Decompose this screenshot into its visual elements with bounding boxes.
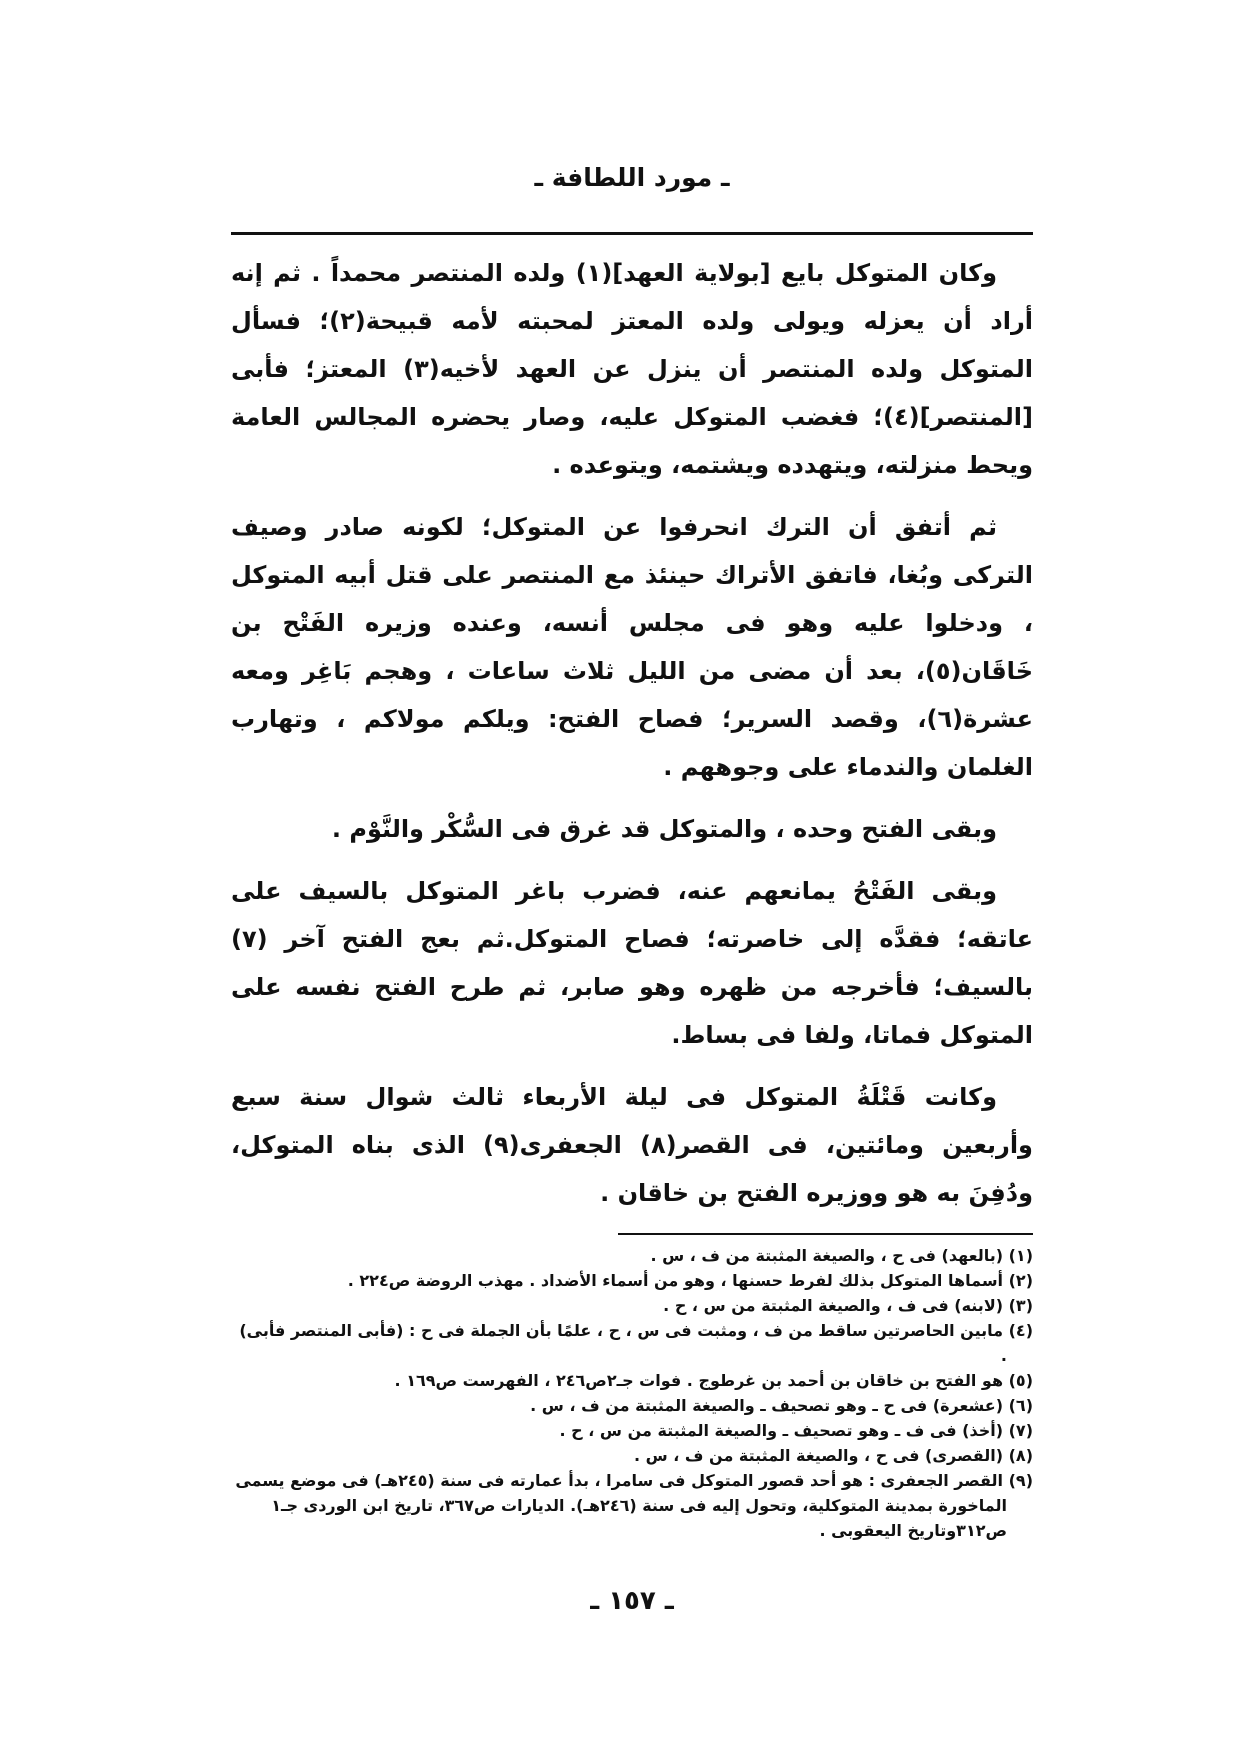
footnote: (٣) (لابنه) فى ف ، والصيغة المثبتة من س ، ح . [663,1296,1033,1315]
header-rule [231,232,1033,235]
main-text [231,249,1033,1217]
footnote: (١) (بالعهد) فى ح ، والصيغة المثبتة من ف ، س . [650,1246,1033,1265]
footnote: (٩) القصر الجعفرى : هو أحد قصور المتوكل فى سامرا ، بدأ عمارته فى سنة (٢٤٥هـ) فى موضع يسمى الماخورة بمدينة المتوكلية، وتحول إليه فى سنة (٢٤٦هـ). الديارات ص٣٦٧، تاريخ ابن الوردى جـ١ ص٣١٢وتاريخ اليعقوبى . [235,1471,1033,1540]
page-number: ـ ١٥٧ ـ [590,1586,674,1616]
paragraph: وكان المتوكل بايع [بولاية العهد](١) ولده المنتصر محمداً . ثم إنه أراد أن يعزله ويولى ولده المعتز لمحبته لأمه قبيحة(٢)؛ فسأل المتوكل ولده المنتصر أن ينزل عن العهد لأخيه(٣) المعتز؛ فأبى [المنتصر](٤)؛ فغضب المتوكل عليه، وصار يحضره المجالس العامة ويحط منزلته، ويتهدده ويشتمه، ويتوعده . [231,259,1033,479]
footnote: (٨) (القصرى) فى ح ، والصيغة المثبتة من ف ، س . [633,1446,1033,1465]
footnote-rule [618,1233,1033,1235]
footnote: (٧) (أخذ) فى ف ـ وهو تصحيف ـ والصيغة المثبتة من س ، ح . [559,1421,1033,1440]
footnote: (٢) أسماها المتوكل بذلك لفرط حسنها ، وهو من أسماء الأضداد . مهذب الروضة ص٢٢٤ . [347,1271,1033,1290]
footnote: (٥) هو الفتح بن خاقان بن أحمد بن غرطوج . فوات جـ٢ص٢٤٦ ، الفهرست ص١٦٩ . [394,1371,1033,1390]
paragraph: وبقى الفتح وحده ، والمتوكل قد غرق فى السُّكْر والنَّوْم . [331,815,997,843]
footnote: (٤) مابين الحاصرتين ساقط من ف ، ومثبت فى س ، ح ، علمًا بأن الجملة فى ح : (فأبى المنتصر فأبى) . [239,1321,1033,1365]
paragraph: وكانت قَتْلَةُ المتوكل فى ليلة الأربعاء ثالث شوال سنة سبع وأربعين ومائتين، فى القصر(٨) الجعفرى(٩) الذى بناه المتوكل، ودُفِنَ به هو ووزيره الفتح بن خاقان . [231,1083,1033,1207]
paragraph: وبقى الفَتْحُ يمانعهم عنه، فضرب باغر المتوكل بالسيف على عاتقه؛ فقدَّه إلى خاصرته؛ فصاح المتوكل.ثم بعج الفتح آخر (٧) بالسيف؛ فأخرجه من ظهره وهو صابر، ثم طرح الفتح نفسه على المتوكل فماتا، ولفا فى بساط. [231,877,1033,1049]
running-title: ـ مورد اللطافة ـ [534,163,730,192]
footnotes [231,1243,1033,1543]
page-column [231,0,1033,1679]
paragraph: ثم أتفق أن الترك انحرفوا عن المتوكل؛ لكونه صادر وصيف التركى وبُغا، فاتفق الأتراك حينئذ مع المنتصر على قتل أبيه المتوكل ، ودخلوا عليه وهو فى مجلس أنسه، وعنده وزيره الفَتْح بن خَاقَان(٥)، بعد أن مضى من الليل ثلاث ساعات ، وهجم بَاغِر ومعه عشرة(٦)، وقصد السرير؛ فصاح الفتح: ويلكم مولاكم ، وتهارب الغلمان والندماء على وجوههم . [231,513,1033,781]
footnote: (٦) (عشعرة) فى ح ـ وهو تصحيف ـ والصيغة المثبتة من ف ، س . [530,1396,1033,1415]
